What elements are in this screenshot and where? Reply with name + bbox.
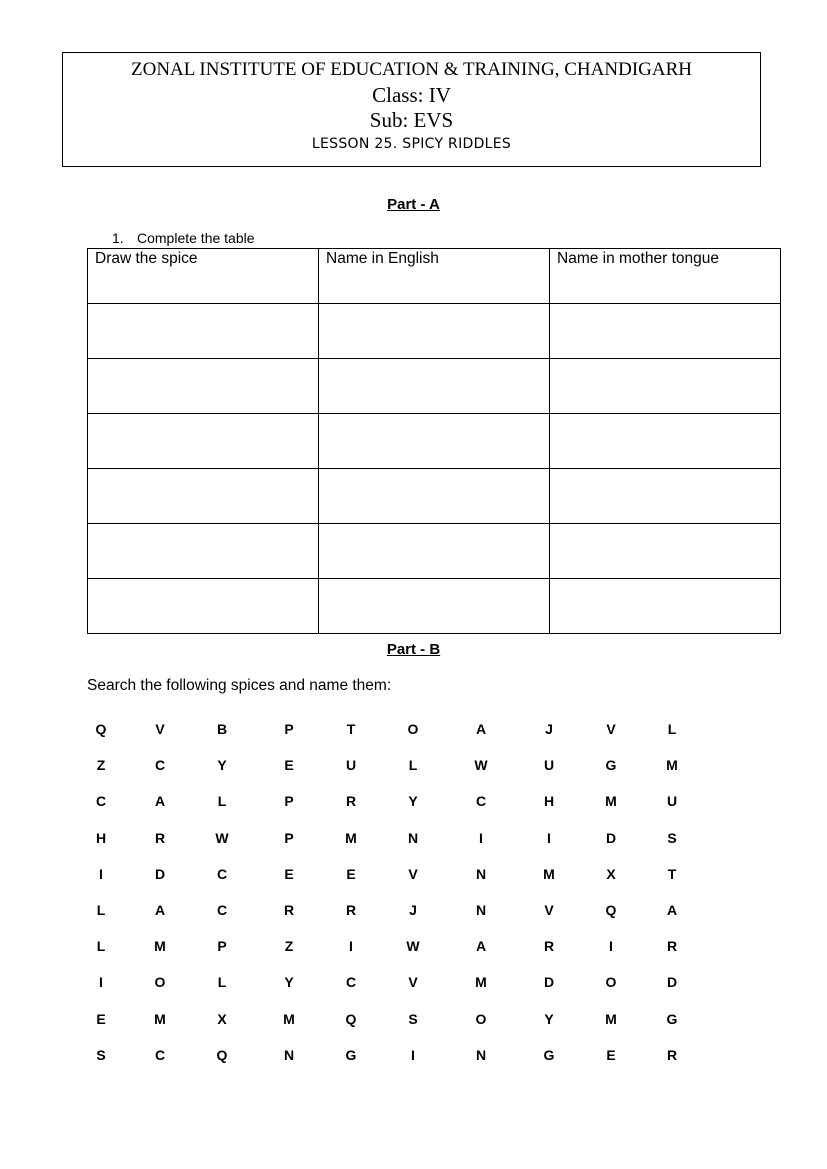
grid-letter: N — [407, 830, 419, 846]
grid-letter: E — [96, 1011, 106, 1027]
grid-letter: S — [408, 1011, 418, 1027]
grid-letter: V — [544, 902, 554, 918]
grid-letter: V — [408, 974, 418, 990]
grid-letter: D — [154, 866, 166, 882]
grid-letter: L — [217, 793, 227, 809]
grid-letter: R — [543, 938, 555, 954]
grid-letter: O — [605, 974, 617, 990]
grid-letter: N — [283, 1047, 295, 1063]
grid-letter: D — [605, 830, 617, 846]
grid-letter: C — [345, 974, 357, 990]
grid-letter: C — [95, 793, 107, 809]
grid-letter: P — [284, 830, 294, 846]
table-cell[interactable] — [319, 469, 550, 524]
table-cell[interactable] — [88, 524, 319, 579]
table-row — [88, 524, 781, 579]
grid-letter: V — [155, 721, 165, 737]
grid-letter: S — [667, 830, 677, 846]
grid-letter: L — [96, 902, 106, 918]
grid-letter: I — [609, 938, 613, 954]
table-cell[interactable] — [319, 359, 550, 414]
grid-letter: U — [345, 757, 357, 773]
grid-letter: C — [216, 866, 228, 882]
grid-letter: Q — [605, 902, 617, 918]
grid-letter: M — [666, 757, 678, 773]
grid-letter: I — [547, 830, 551, 846]
spice-table — [87, 248, 781, 634]
grid-letter: T — [667, 866, 677, 882]
grid-letter: H — [95, 830, 107, 846]
word-search-instruction: Search the following spices and name them: — [87, 677, 392, 694]
table-cell[interactable] — [550, 579, 781, 634]
grid-letter: I — [99, 866, 103, 882]
grid-letter: P — [217, 938, 227, 954]
table-cell[interactable] — [88, 359, 319, 414]
grid-letter: O — [154, 974, 166, 990]
grid-letter: M — [154, 938, 166, 954]
institute-name: ZONAL INSTITUTE OF EDUCATION & TRAINING, CHANDIGARH — [131, 59, 692, 80]
grid-letter: M — [283, 1011, 295, 1027]
table-cell[interactable] — [319, 579, 550, 634]
grid-letter: R — [283, 902, 295, 918]
grid-letter: I — [479, 830, 483, 846]
grid-letter: D — [666, 974, 678, 990]
grid-letter: W — [474, 757, 488, 773]
grid-letter: Q — [95, 721, 107, 737]
grid-letter: Y — [217, 757, 227, 773]
grid-letter: E — [346, 866, 356, 882]
grid-letter: C — [216, 902, 228, 918]
grid-letter: Y — [284, 974, 294, 990]
grid-letter: M — [605, 1011, 617, 1027]
lesson-title: LESSON 25. SPICY RIDDLES — [311, 136, 512, 152]
class-label: Class: IV — [372, 83, 451, 107]
grid-letter: W — [406, 938, 420, 954]
grid-letter: C — [154, 757, 166, 773]
table-cell[interactable] — [550, 524, 781, 579]
part-b-title: Part - B — [386, 641, 441, 658]
table-cell[interactable] — [550, 304, 781, 359]
grid-letter: C — [475, 793, 487, 809]
table-cell[interactable] — [550, 469, 781, 524]
grid-letter: A — [154, 902, 166, 918]
grid-letter: E — [284, 757, 294, 773]
table-row — [88, 359, 781, 414]
question-1 — [112, 230, 255, 246]
grid-letter: Q — [345, 1011, 357, 1027]
question-number: 1. — [112, 230, 124, 246]
grid-letter: Q — [216, 1047, 228, 1063]
grid-letter: M — [543, 866, 555, 882]
grid-letter: N — [475, 1047, 487, 1063]
table-cell[interactable] — [319, 414, 550, 469]
grid-letter: T — [346, 721, 356, 737]
table-cell[interactable] — [550, 359, 781, 414]
table-cell[interactable] — [319, 304, 550, 359]
grid-letter: I — [99, 974, 103, 990]
grid-letter: V — [606, 721, 616, 737]
grid-letter: E — [284, 866, 294, 882]
table-cell[interactable] — [88, 469, 319, 524]
column-header: Name in mother tongue — [550, 249, 781, 304]
grid-letter: G — [345, 1047, 357, 1063]
grid-letter: O — [475, 1011, 487, 1027]
column-header: Draw the spice — [88, 249, 319, 304]
grid-letter: P — [284, 721, 294, 737]
grid-letter: D — [543, 974, 555, 990]
grid-letter: J — [409, 902, 417, 918]
grid-letter: U — [666, 793, 678, 809]
grid-letter: W — [215, 830, 229, 846]
table-row — [88, 304, 781, 359]
grid-letter: A — [666, 902, 678, 918]
grid-letter: R — [345, 793, 357, 809]
table-cell[interactable] — [88, 579, 319, 634]
header-box — [62, 52, 761, 167]
grid-letter: M — [605, 793, 617, 809]
grid-letter: G — [666, 1011, 678, 1027]
grid-letter: I — [411, 1047, 415, 1063]
grid-letter: B — [216, 721, 228, 737]
grid-letter: E — [606, 1047, 616, 1063]
question-text: Complete the table — [137, 230, 255, 246]
grid-letter: O — [407, 721, 419, 737]
part-a-title: Part - A — [387, 196, 440, 213]
table-header-row — [88, 249, 781, 304]
grid-letter: G — [605, 757, 617, 773]
table-cell[interactable] — [550, 414, 781, 469]
grid-letter: Z — [96, 757, 106, 773]
grid-letter: A — [475, 721, 487, 737]
grid-letter: Z — [284, 938, 294, 954]
grid-letter: R — [666, 1047, 678, 1063]
table-cell[interactable] — [88, 414, 319, 469]
grid-letter: S — [96, 1047, 106, 1063]
grid-letter: V — [408, 866, 418, 882]
subject-label: Sub: EVS — [369, 108, 454, 132]
grid-letter: N — [475, 902, 487, 918]
table-row — [88, 414, 781, 469]
grid-letter: L — [217, 974, 227, 990]
grid-letter: I — [349, 938, 353, 954]
table-row — [88, 579, 781, 634]
grid-letter: Y — [408, 793, 418, 809]
grid-letter: J — [545, 721, 553, 737]
table-cell[interactable] — [319, 524, 550, 579]
grid-letter: L — [667, 721, 677, 737]
grid-letter: L — [408, 757, 418, 773]
grid-letter: U — [543, 757, 555, 773]
grid-letter: P — [284, 793, 294, 809]
grid-letter: H — [543, 793, 555, 809]
grid-letter: Y — [544, 1011, 554, 1027]
grid-letter: A — [154, 793, 166, 809]
grid-letter: R — [345, 902, 357, 918]
grid-letter: A — [475, 938, 487, 954]
column-header: Name in English — [319, 249, 550, 304]
grid-letter: M — [345, 830, 357, 846]
grid-letter: N — [475, 866, 487, 882]
grid-letter: M — [475, 974, 487, 990]
table-row — [88, 469, 781, 524]
grid-letter: R — [666, 938, 678, 954]
grid-letter: C — [154, 1047, 166, 1063]
grid-letter: M — [154, 1011, 166, 1027]
grid-letter: X — [217, 1011, 227, 1027]
grid-letter: R — [154, 830, 166, 846]
grid-letter: X — [606, 866, 616, 882]
grid-letter: G — [543, 1047, 555, 1063]
table-cell[interactable] — [88, 304, 319, 359]
grid-letter: L — [96, 938, 106, 954]
